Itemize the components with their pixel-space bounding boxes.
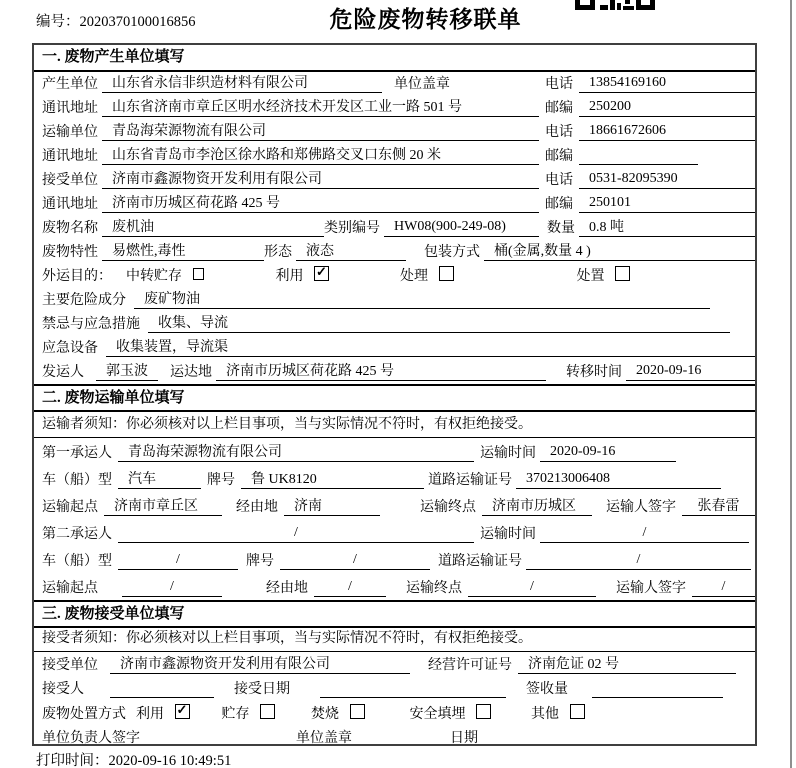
disposal-option-storage: 贮存 <box>222 703 276 723</box>
road-permit-label: 道路运输证号 <box>438 554 522 569</box>
receiver-address-row <box>34 192 755 216</box>
destination-label: 运达地 <box>170 365 212 380</box>
producer-address-row <box>34 96 755 120</box>
transfer-storage-checkbox <box>193 268 204 280</box>
transporter-address-value: 山东省青岛市李沧区徐水路和郑佛路交叉口东侧 20 米 <box>102 144 539 165</box>
producer-label: 产生单位 <box>42 77 98 92</box>
section2-header: 二. 废物运输单位填写 <box>34 384 755 412</box>
waste-name-row <box>34 216 755 240</box>
character-label: 废物特性 <box>42 245 98 260</box>
receiver-value: 济南市鑫源物资开发利用有限公司 <box>102 168 539 189</box>
zip-label: 邮编 <box>545 149 573 164</box>
address-label: 通讯地址 <box>42 197 98 212</box>
waste-name-value: 废机油 <box>102 216 324 237</box>
print-time-line <box>36 749 231 768</box>
origin-label: 运输起点 <box>42 500 98 515</box>
transporter-row <box>34 120 755 144</box>
transporter-notice: 运输者须知：你必须核对以上栏目事项，当与实际情况不符时，有权拒绝接受。 <box>34 412 755 438</box>
chief-signature-row <box>34 726 755 747</box>
dispose-checkbox <box>615 266 630 281</box>
second-carrier-value: / <box>118 525 474 543</box>
vehicle1-row <box>34 465 755 492</box>
disposal-option-utilize: 利用 ✓ <box>136 703 190 723</box>
producer-value: 山东省永信非织造材料有限公司 <box>102 72 382 93</box>
packing-label: 包装方式 <box>424 245 480 260</box>
accepting-unit-row <box>34 652 755 677</box>
unit-seal-label: 单位盖章 <box>296 731 352 746</box>
taboo-value: 收集、导流 <box>148 312 730 333</box>
route2-row <box>34 573 755 600</box>
acceptor-row <box>34 677 755 702</box>
second-carrier-row <box>34 519 755 546</box>
origin-label: 运输起点 <box>42 581 98 596</box>
via1-value: 济南 <box>284 495 380 516</box>
disposal-landfill-checkbox <box>476 704 491 719</box>
purpose-label: 外运目的： <box>42 269 112 284</box>
character-value: 易燃性,毒性 <box>102 240 264 261</box>
producer-zip-value: 250200 <box>579 99 755 117</box>
via-label: 经由地 <box>266 581 308 596</box>
permit1-value: 370213006408 <box>516 471 721 489</box>
print-time-value: 2020-09-16 10:49:51 <box>108 753 232 768</box>
phone-label: 电话 <box>545 125 573 140</box>
terminus-label: 运输终点 <box>420 500 476 515</box>
treat-checkbox <box>439 266 454 281</box>
disposal-option-landfill: 安全填埋 <box>410 703 492 723</box>
vehicle2-value: / <box>118 552 238 570</box>
address-label: 通讯地址 <box>42 101 98 116</box>
phone-label: 电话 <box>545 173 573 188</box>
carrier-signature-label: 运输人签字 <box>616 581 686 596</box>
disposal-utilize-checkbox <box>175 704 190 719</box>
quantity-label: 数量 <box>547 221 575 236</box>
form-label: 形态 <box>264 245 292 260</box>
date-value <box>516 729 720 746</box>
category-code-value: HW08(900-249-08) <box>384 219 539 237</box>
road-permit-label: 道路运输证号 <box>428 473 512 488</box>
chief-signature-label: 单位负责人签字 <box>42 731 140 746</box>
disposal-other-checkbox <box>570 704 585 719</box>
vehicle-type-label: 车（船）型 <box>42 473 112 488</box>
plate-label: 牌号 <box>246 554 274 569</box>
first-carrier-time-value: 2020-09-16 <box>540 444 676 462</box>
receiver-label: 接受单位 <box>42 173 98 188</box>
waste-name-label: 废物名称 <box>42 221 98 236</box>
acceptor-value <box>110 680 214 698</box>
form-table <box>32 43 757 746</box>
hazard-component-row <box>34 288 755 312</box>
serial-number: 2020370100016856 <box>79 14 196 30</box>
chief-signature-value <box>170 729 278 746</box>
unit-seal-label: 单位盖章 <box>394 77 450 92</box>
waste-character-row <box>34 240 755 264</box>
transfer-time-label: 转移时间 <box>566 365 622 380</box>
producer-row <box>34 72 755 96</box>
receiver-notice: 接受者须知：你必须核对以上栏目事项，当与实际情况不符时，有权拒绝接受。 <box>34 628 755 652</box>
transporter-label: 运输单位 <box>42 125 98 140</box>
section1-header: 一. 废物产生单位填写 <box>34 45 755 72</box>
purpose-option-transfer-storage: 中转贮存 <box>126 265 204 285</box>
transporter-zip-value <box>579 147 698 165</box>
vehicle-type-label: 车（船）型 <box>42 554 112 569</box>
form-value: 液态 <box>296 240 406 261</box>
packing-value: 桶(金属,数量 4 ) <box>484 240 755 261</box>
accepting-unit-label: 接受单位 <box>42 657 98 673</box>
phone-label: 电话 <box>545 77 573 92</box>
first-carrier-value: 青岛海荣源物流有限公司 <box>118 441 474 462</box>
transport-time-label: 运输时间 <box>480 527 536 542</box>
emergency-equipment-row <box>34 336 755 360</box>
receiver-phone-value: 0531-82095390 <box>579 171 755 189</box>
zip-label: 邮编 <box>545 101 573 116</box>
plate-label: 牌号 <box>207 473 235 488</box>
transport-purpose-row <box>34 264 755 288</box>
transporter-value: 青岛海荣源物流有限公司 <box>102 120 539 141</box>
accepting-unit-value: 济南市鑫源物资开发利用有限公司 <box>110 653 410 674</box>
disposal-option-other: 其他 <box>531 703 585 723</box>
second-carrier-time-value: / <box>540 525 749 543</box>
terminus-label: 运输终点 <box>406 581 462 596</box>
accept-date-label: 接受日期 <box>234 682 290 697</box>
signature2-value: / <box>692 579 755 597</box>
category-label: 类别编号 <box>324 221 380 236</box>
shipper-row <box>34 360 755 384</box>
signature1-value: 张春雷 <box>682 495 755 516</box>
license-value: 济南危证 02 号 <box>518 653 736 674</box>
transporter-phone-value: 18661672606 <box>579 123 755 141</box>
terminus1-value: 济南市历城区 <box>482 495 592 516</box>
via-label: 经由地 <box>236 500 278 515</box>
equipment-value: 收集装置，导流渠 <box>106 336 755 357</box>
producer-phone-value: 13854169160 <box>579 75 755 93</box>
date-label: 日期 <box>450 731 478 746</box>
receiver-address-value: 济南市历城区荷花路 425 号 <box>102 192 539 213</box>
route1-row <box>34 492 755 519</box>
print-time-label: 打印时间： <box>36 753 109 768</box>
disposal-storage-checkbox <box>260 704 275 719</box>
via2-value: / <box>314 579 386 597</box>
purpose-option-dispose: 处置 <box>577 265 631 285</box>
terminus2-value: / <box>468 579 596 597</box>
shipper-label: 发运人 <box>42 365 84 380</box>
vehicle1-value: 汽车 <box>118 468 201 489</box>
taboo-label: 禁忌与应急措施 <box>42 317 140 332</box>
scan-edge-line <box>790 0 792 768</box>
form-title: 危险废物转移联单 <box>329 7 522 32</box>
accept-date-value <box>320 680 506 698</box>
serial-label: 编号： <box>36 14 80 30</box>
purpose-option-treat: 处理 <box>400 265 454 285</box>
disposal-incinerate-checkbox <box>350 704 365 719</box>
purpose-option-utilize: 利用 ✓ <box>276 265 330 285</box>
vehicle2-row <box>34 546 755 573</box>
address-label: 通讯地址 <box>42 149 98 164</box>
license-label: 经营许可证号 <box>428 657 512 673</box>
plate1-value: 鲁 UK8120 <box>241 468 424 489</box>
section3-header: 三. 废物接受单位填写 <box>34 600 755 628</box>
carrier-signature-label: 运输人签字 <box>606 500 676 515</box>
receiver-zip-value: 250101 <box>579 195 755 213</box>
signed-amount-label: 签收量 <box>526 682 568 697</box>
zip-label: 邮编 <box>545 197 573 212</box>
transfer-time-value: 2020-09-16 <box>626 363 755 381</box>
signed-amount-value <box>592 680 723 698</box>
taboo-measures-row <box>34 312 755 336</box>
equipment-label: 应急设备 <box>42 341 98 356</box>
first-carrier-label: 第一承运人 <box>42 446 112 461</box>
hazard-value: 废矿物油 <box>134 288 710 309</box>
shipper-value: 郭玉波 <box>96 360 158 381</box>
origin2-value: / <box>122 579 222 597</box>
disposal-method-label: 废物处置方式 <box>42 706 126 722</box>
plate2-value: / <box>280 552 430 570</box>
receiver-row <box>34 168 755 192</box>
disposal-method-row <box>34 701 755 726</box>
transport-time-label: 运输时间 <box>480 446 536 461</box>
first-carrier-row <box>34 438 755 465</box>
permit2-value: / <box>526 552 751 570</box>
quantity-value: 0.8 吨 <box>579 216 755 237</box>
utilize-checkbox <box>314 266 329 281</box>
destination-value: 济南市历城区荷花路 425 号 <box>216 360 546 381</box>
qr-code-fragment <box>575 0 655 16</box>
transporter-address-row <box>34 144 755 168</box>
producer-address-value: 山东省济南市章丘区明水经济技术开发区工业一路 501 号 <box>102 96 539 117</box>
acceptor-label: 接受人 <box>42 682 84 697</box>
disposal-option-incinerate: 焚烧 <box>311 703 365 723</box>
second-carrier-label: 第二承运人 <box>42 527 112 542</box>
hazard-label: 主要危险成分 <box>42 293 126 308</box>
origin1-value: 济南市章丘区 <box>104 495 222 516</box>
